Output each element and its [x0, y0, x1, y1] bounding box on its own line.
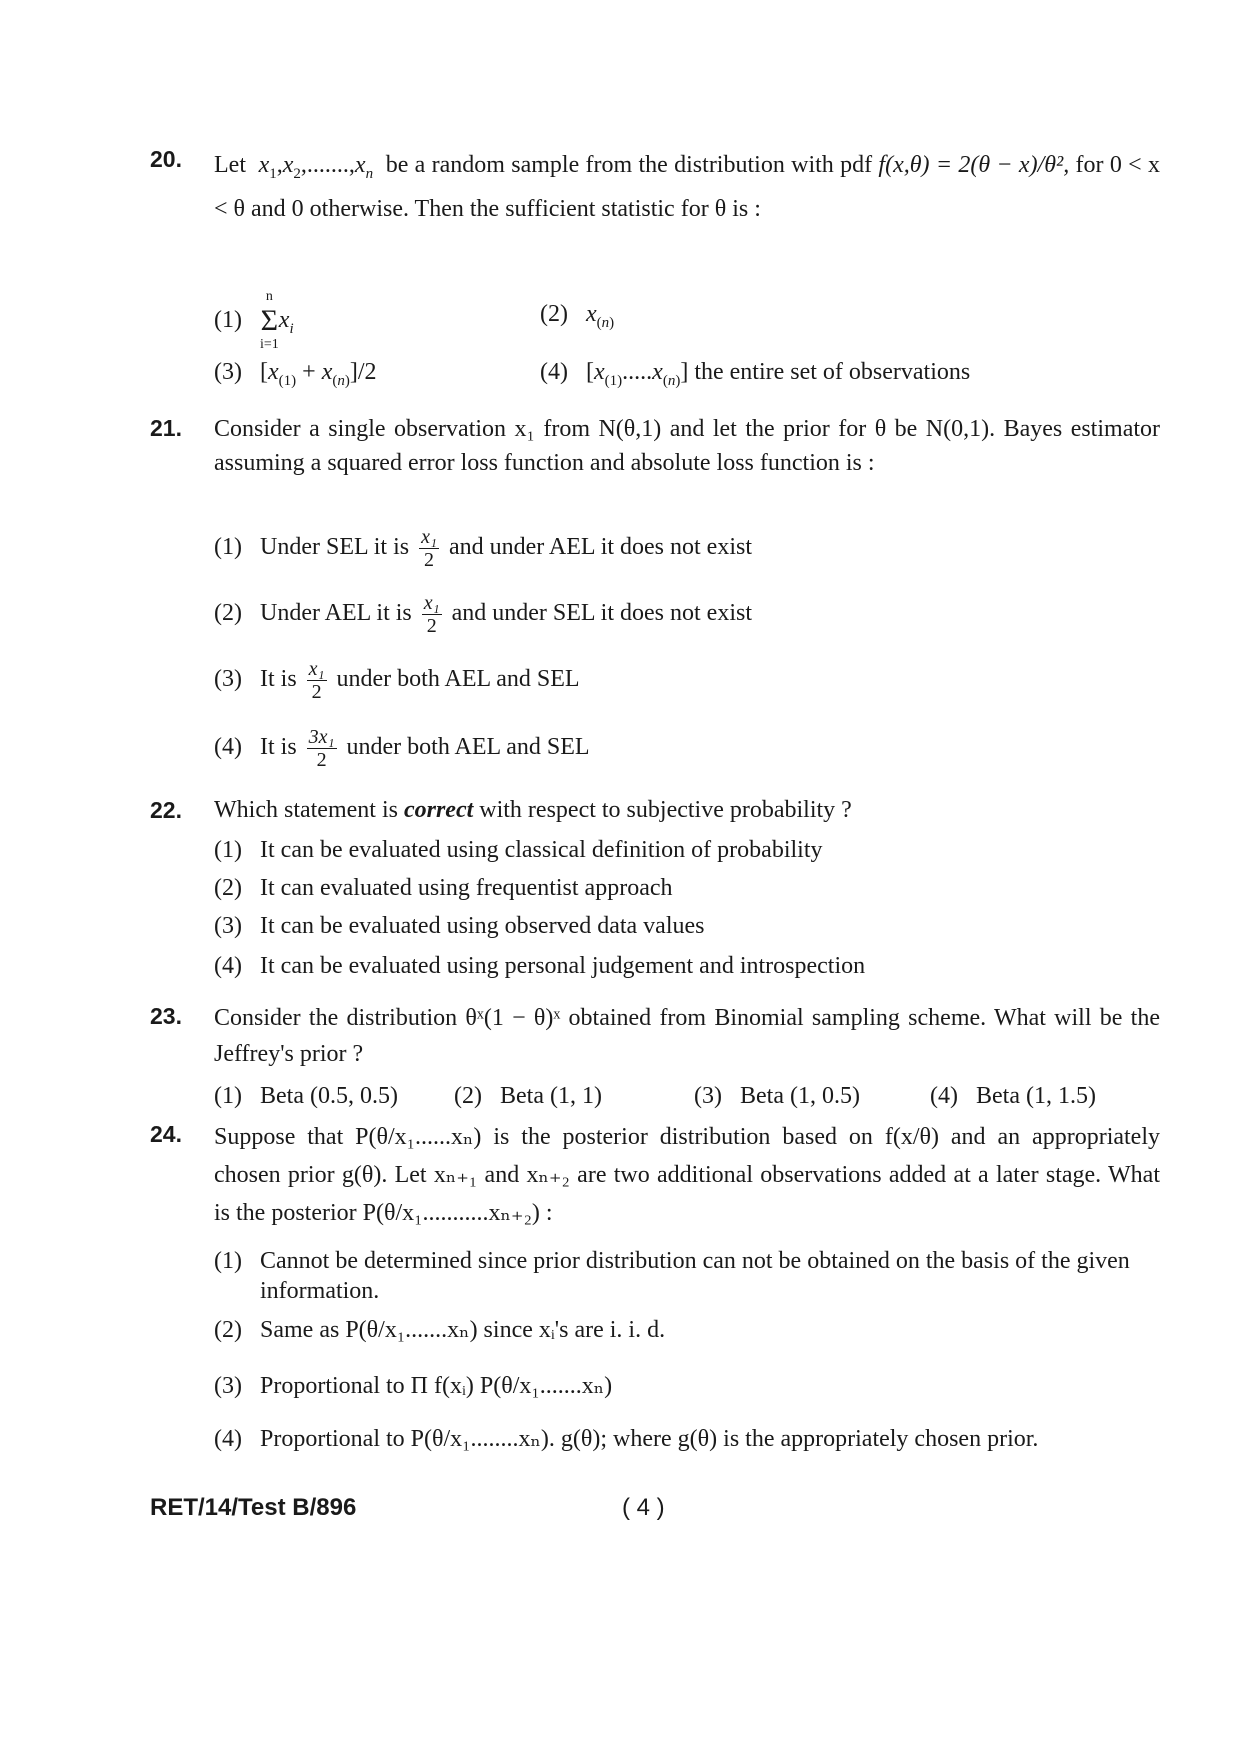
- option-20-3[interactable]: (3) $[x_{(1)} + x_{(n)}]/2$: [214, 359, 377, 389]
- question-stem: Suppose that P(θ/x₁......xₙ) is the posterior distribution based on f(x/θ) and an appropriately chosen prior g(θ). Let xₙ₊₁ and xₙ₊₂ are two additional observations added at a later stage. What is the posterior P(θ/x₁...........xₙ₊₂) :: [214, 1124, 1161, 1226]
- option-20-4[interactable]: (4) $[x_{(1)}.....x_{(n)}]$ the entire set of observations: [540, 359, 971, 389]
- option-20-2[interactable]: (2) $x_{(n)}$: [540, 301, 615, 331]
- option-22-4[interactable]: (4) It can be evaluated using personal judgement and introspection: [214, 953, 866, 979]
- test-code: RET/14/Test B/896: [150, 1494, 357, 1521]
- option-24-4[interactable]: (4) Proportional to P(θ/x₁........xₙ). g(θ); where g(θ) is the appropriately chosen prior.: [214, 1426, 1039, 1452]
- question-stem: Which statement is correct with respect to subjective probability ?: [214, 797, 852, 823]
- question-22: [150, 794, 1160, 826]
- question-number: 20.: [150, 146, 182, 172]
- option-20-1[interactable]: (1)n Σ $i=1x_i$: [214, 289, 294, 352]
- question-number: 23.: [150, 1003, 182, 1029]
- option-21-1[interactable]: (1) Under SEL it is $\frac{\text{x₁}}{2}$ and under AEL it does not exist: [214, 526, 753, 571]
- option-23-2[interactable]: (2) Beta (1, 1): [454, 1083, 602, 1109]
- question-24: [150, 1118, 1160, 1232]
- option-22-3[interactable]: (3) It can be evaluated using observed data values: [214, 913, 705, 939]
- question-stem: Consider a single observation x₁ from N(θ,1) and let the prior for θ be N(0,1). Bayes estimator assuming a squared error loss function and absolute loss function is :: [214, 416, 1160, 476]
- question-stem: Consider the distribution θˣ(1 − θ)ˣ obtained from Binomial sampling scheme. What will be the Jeffrey's prior ?: [214, 1005, 1160, 1067]
- option-21-4[interactable]: (4) It is $\frac{\text{3x₁}}{2}$ under both AEL and SEL: [214, 726, 590, 771]
- option-21-3[interactable]: (3) It is $\frac{\text{x₁}}{2}$ under both AEL and SEL: [214, 658, 580, 703]
- option-21-2[interactable]: (2) Under AEL it is $\frac{\text{x₁}}{2}$ and under SEL it does not exist: [214, 592, 753, 637]
- option-23-1[interactable]: (1) Beta (0.5, 0.5): [214, 1083, 398, 1109]
- question-number: 24.: [150, 1121, 182, 1147]
- page-number: ( 4 ): [622, 1494, 665, 1521]
- question-23: [150, 1000, 1160, 1072]
- question-stem: Let $x_1,x_2,.......,x_n$ be a random sample from the distribution with pdf f(x,θ) = 2(θ − x)/θ², for 0 < x < θ and 0 otherwise. Then the sufficient statistic for θ is :: [214, 152, 1161, 222]
- option-24-3[interactable]: (3) Proportional to Π f(xᵢ) P(θ/x₁.......xₙ): [214, 1373, 613, 1399]
- option-24-1[interactable]: (1) Cannot be determined since prior distribution can not be obtained on the basis of the given information.: [214, 1248, 1130, 1304]
- question-number: 22.: [150, 797, 182, 823]
- option-23-3[interactable]: (3) Beta (1, 0.5): [694, 1083, 860, 1109]
- question-20: [150, 143, 1160, 231]
- option-22-2[interactable]: (2) It can evaluated using frequentist approach: [214, 875, 673, 901]
- question-21: [150, 412, 1160, 480]
- option-23-4[interactable]: (4) Beta (1, 1.5): [930, 1083, 1096, 1109]
- option-24-2[interactable]: (2) Same as P(θ/x₁.......xₙ) since xᵢ's are i. i. d.: [214, 1317, 666, 1343]
- question-number: 21.: [150, 415, 182, 441]
- option-22-1[interactable]: (1) It can be evaluated using classical definition of probability: [214, 837, 823, 863]
